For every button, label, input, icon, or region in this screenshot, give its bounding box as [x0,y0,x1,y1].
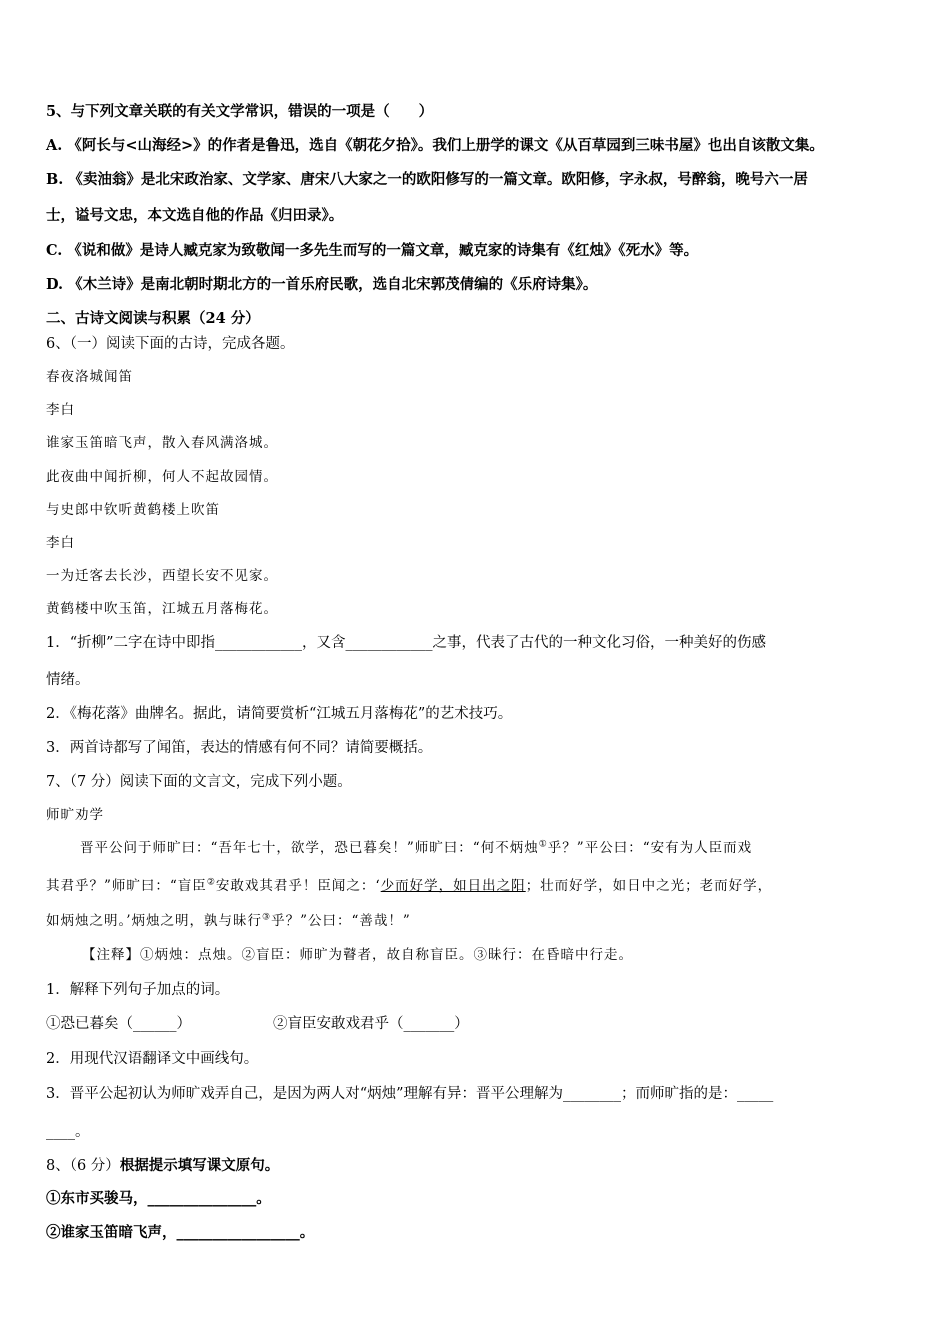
q7-stem: 7、（7 分）阅读下面的文言文，完成下列小题。 [46,774,352,790]
q7-sub1-item1: ①恐已暮矣（______） [46,1016,191,1032]
underlined-sentence: 少而好学，如日出之阳 [380,878,526,894]
q7-notes: 【注释】①炳烛：点烛。②盲臣：师旷为瞽者，故自称盲臣。③昧行：在昏暗中行走。 [82,947,633,963]
q8-item2: ②谁家玉笛暗飞声，_________________。 [46,1224,315,1241]
q7-passage-line1 [80,838,752,858]
q8-stem-text: 根据提示填写课文原句。 [119,1157,280,1174]
q8-stem [46,1156,279,1176]
q7-passage-text: 晋平公问于师旷曰：“吾年七十，欲学，恐已暮矣！”师旷曰：“何不炳烛 [80,840,539,856]
q5-option-b-line1: B. 《卖油翁》是北宋政治家、文学家、唐宋八大家之一的欧阳修写的一篇文章。欧阳修，字永叔，号醉翁，晚号六一居 [46,171,808,188]
poem2-line1: 一为迁客去长沙，西望长安不见家。 [46,568,278,584]
poem1-author: 李白 [46,402,75,418]
q6-sub2: 2．《梅花落》曲牌名。据此，请简要赏析“江城五月落梅花”的艺术技巧。 [46,706,513,722]
q7-passage-text: ；壮而好学，如日中之光；老而好学， [525,878,773,894]
poem2-title: 与史郎中钦听黄鹤楼上吹笛 [46,502,220,518]
q7-passage-title: 师旷劝学 [46,807,104,823]
poem1-line2: 此夜曲中闻折柳，何人不起故园情。 [46,469,278,485]
q6-sub3: 3．两首诗都写了闻笛，表达的情感有何不同？请简要概括。 [46,740,433,756]
q7-sub1-items [46,1014,469,1034]
footnote-marker: ③ [262,912,272,923]
q6-sub1-line2: 情绪。 [46,672,90,688]
q7-passage-text: 乎？”平公曰：“安有为人臣而戏 [547,840,753,856]
q5-stem: 5、与下列文章关联的有关文学常识，错误的一项是（ ） [46,103,434,120]
q5-option-a: A. 《阿长与<山海经>》的作者是鲁迅，选自《朝花夕拾》。我们上册学的课文《从百草园到三味书屋》也出自该散文集。 [46,137,824,154]
q6-stem: 6、（一）阅读下面的古诗，完成各题。 [46,336,295,352]
poem1-line1: 谁家玉笛暗飞声，散入春风满洛城。 [46,435,278,451]
section-heading: 二、古诗文阅读与积累（24 分） [46,310,260,327]
q7-passage-line2 [46,876,772,896]
poem2-line2: 黄鹤楼中吹玉笛，江城五月落梅花。 [46,601,278,617]
q5-option-d: D. 《木兰诗》是南北朝时期北方的一首乐府民歌，选自北宋郭茂倩编的《乐府诗集》。 [46,276,598,293]
q6-sub1-line1: 1．“折柳”二字在诗中即指____________，又含____________之事，代表了古代的一种文化习俗，一种美好的伤感 [46,635,767,651]
q8-item1: ①东市买骏马，_______________。 [46,1190,271,1207]
q7-passage-text: 乎？”公曰：“善哉！” [271,913,411,929]
q7-sub1-item2: ②盲臣安敢戏君乎（_______） [273,1016,469,1032]
q8-stem-number: 8、（6 分） [46,1158,120,1174]
q7-sub3-line1: 3．晋平公起初认为师旷戏弄自己，是因为两人对“炳烛”理解有异：晋平公理解为________；而师旷指的是：_____ [46,1086,774,1102]
q7-sub2: 2．用现代汉语翻译文中画线句。 [46,1051,259,1067]
q5-option-c: C. 《说和做》是诗人臧克家为致敬闻一多先生而写的一篇文章，臧克家的诗集有《红烛》《死水》等。 [46,242,699,259]
q7-sub1: 1．解释下列句子加点的词。 [46,982,230,998]
q5-option-b-line2: 士，谥号文忠，本文选自他的作品《归田录》。 [46,207,344,224]
q7-sub3-line2: ____。 [46,1124,90,1140]
q7-passage-text: 安敢戏其君乎！臣闻之：‘ [215,878,381,894]
footnote-marker: ② [206,877,216,888]
q7-passage-line3 [46,911,411,931]
q7-passage-text: 其君乎？”师旷曰：“盲臣 [46,878,207,894]
poem1-title: 春夜洛城闻笛 [46,369,133,385]
q7-passage-text: 如炳烛之明。’炳烛之明，孰与昧行 [46,913,263,929]
poem2-author: 李白 [46,535,75,551]
footnote-marker: ① [538,839,548,850]
